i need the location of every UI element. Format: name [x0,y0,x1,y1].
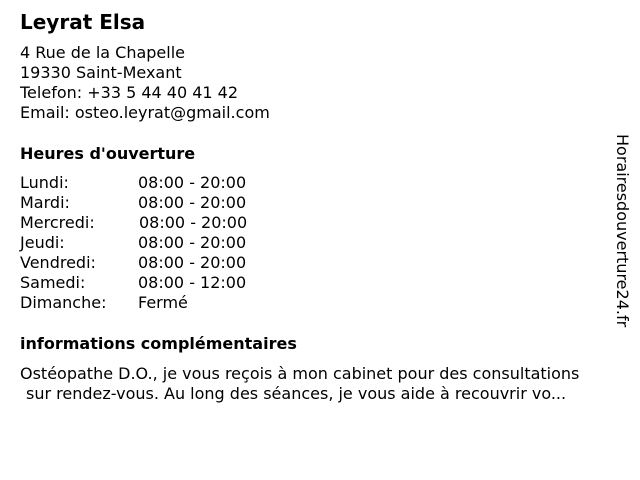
email-address: Email: osteo.leyrat@gmail.com [20,103,270,122]
time-range: 08:00 - 20:00 [138,173,247,192]
site-watermark: Horairesdouverture24.fr [613,134,632,328]
business-description [20,364,632,404]
time-range: 08:00 - 20:00 [138,253,247,272]
day-label: Dimanche: [20,293,107,312]
hours-row-vendredi [20,253,247,273]
day-label: Lundi: [20,173,69,192]
hours-row-jeudi [20,233,247,253]
address-street: 4 Rue de la Chapelle [20,43,186,62]
hours-row-mardi [20,193,247,213]
phone-number: Telefon: +33 5 44 40 41 42 [20,83,239,102]
contact-block [20,43,270,123]
hours-row-dimanche [20,293,247,313]
additional-info-title: informations complémentaires [20,334,297,353]
hours-row-lundi [20,173,247,193]
day-label: Mardi: [20,193,70,212]
time-range: 08:00 - 20:00 [138,193,247,212]
opening-hours-list [20,173,247,313]
description-line-1: Ostéopathe D.O., je vous reçois à mon cabinet pour des consultations [20,364,580,383]
day-label: Samedi: [20,273,86,292]
address-city: 19330 Saint-Mexant [20,63,182,82]
hours-row-mercredi [20,213,247,233]
time-range: 08:00 - 20:00 [138,233,247,252]
description-line-2: sur rendez-vous. Au long des séances, je vous aide à recouvrir vo... [26,384,567,403]
time-range: Fermé [138,293,188,312]
time-range: 08:00 - 12:00 [138,273,247,292]
time-range: 08:00 - 20:00 [139,213,248,232]
day-label: Mercredi: [20,213,95,232]
day-label: Jeudi: [20,233,65,252]
hours-row-samedi [20,273,247,293]
day-label: Vendredi: [20,253,96,272]
business-name: Leyrat Elsa [20,10,146,34]
opening-hours-title: Heures d'ouverture [20,144,196,163]
